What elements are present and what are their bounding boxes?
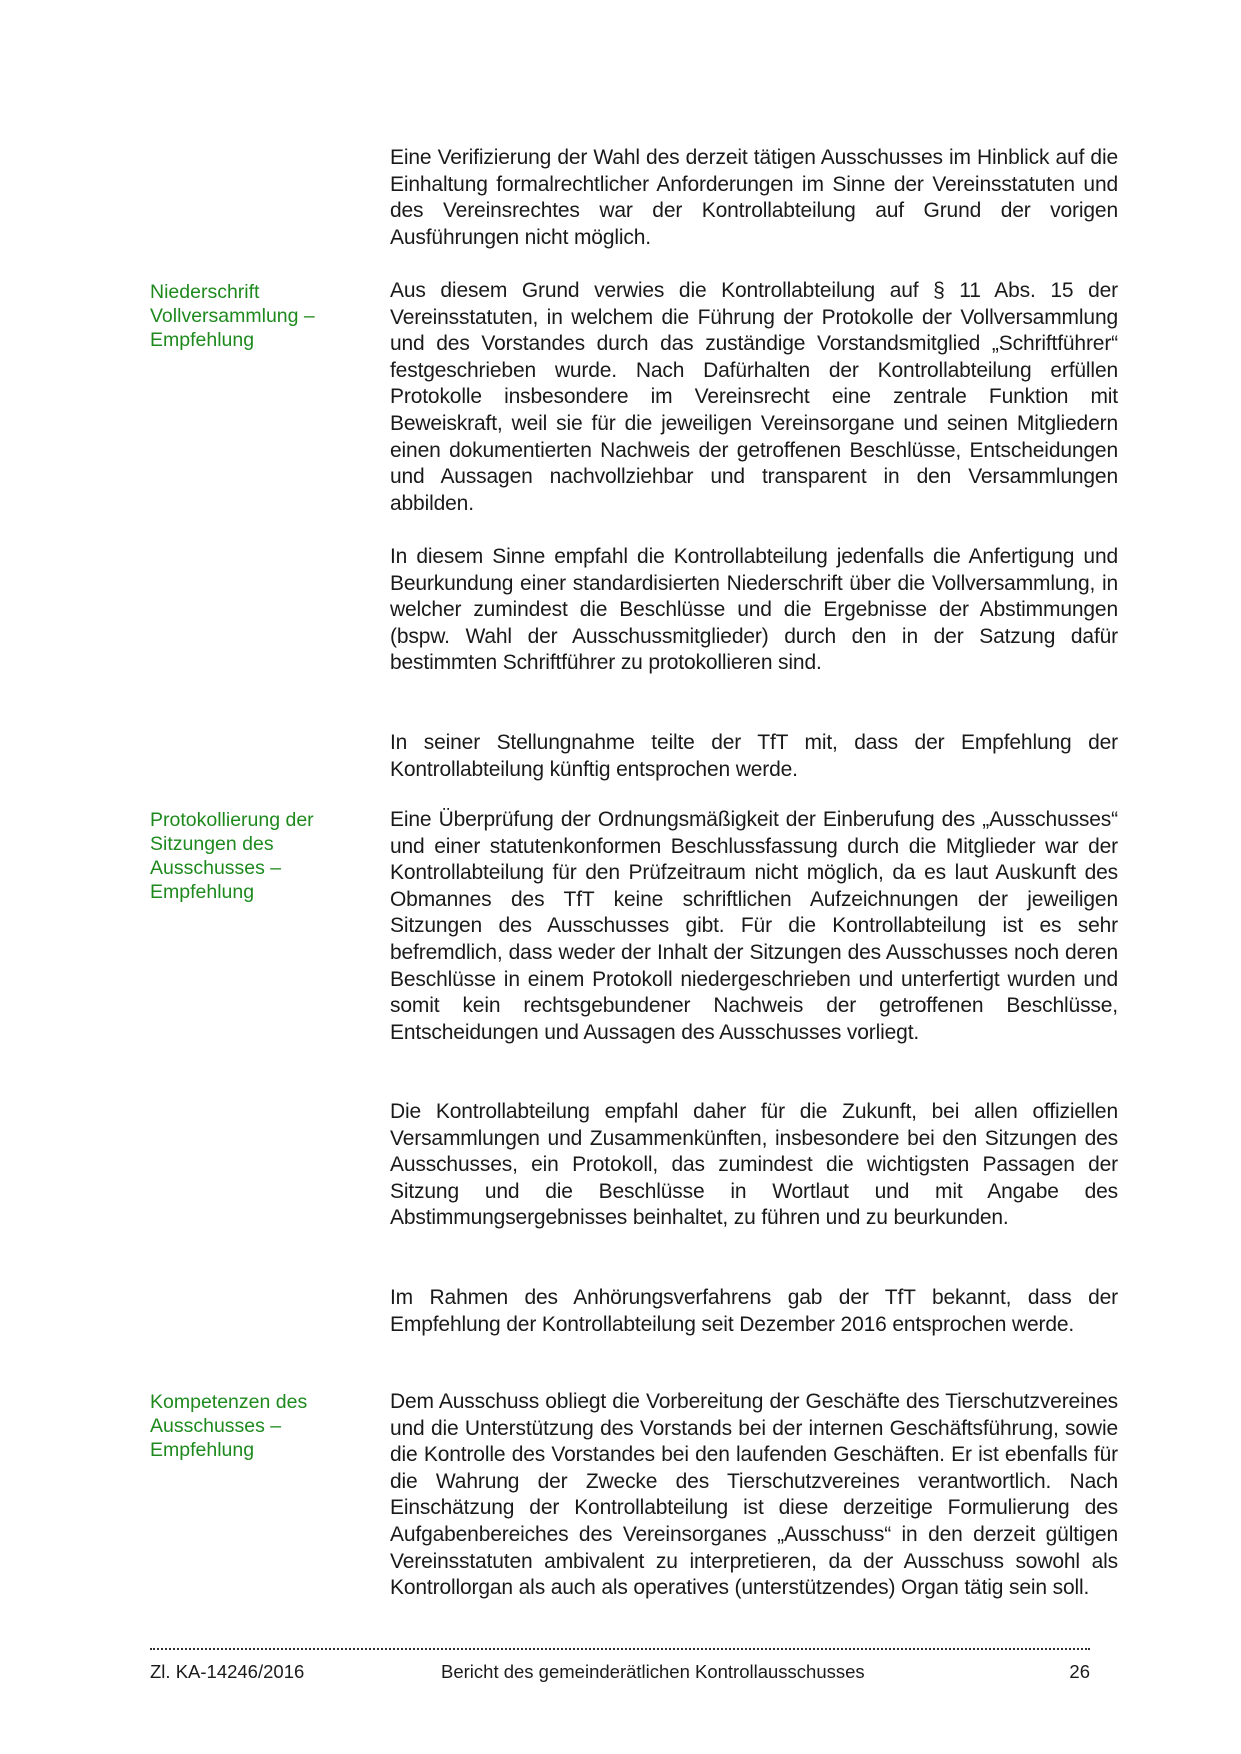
paragraph-verifizierung: Eine Verifizierung der Wahl des derzeit tätigen Ausschusses im Hinblick auf die Einhaltung formalrechtlicher Anforderungen im Sinne der Vereinsstatuten und des Vereinsrechtes war der Kontrollabteilung auf Grund der vorigen Ausführungen nicht möglich. [390, 146, 1118, 249]
margin-label-line: Vollversammlung – [150, 305, 315, 327]
paragraph-ausschuss-kompetenzen: Dem Ausschuss obliegt die Vorbereitung der Geschäfte des Tierschutzvereines und die Unterstützung des Vorstands bei der internen Geschäftsführung, sowie die Kontrolle des Vorstandes bei den laufenden Geschäften. Er ist ebenfalls für die Wahrung der Zwecke des Tierschutzvereines verantwortlich. Nach Einschätzung der Kontrollabteilung ist diese derzeitige Formulierung des Aufgabenbereiches des Vereinsorganes „Ausschuss“ in den derzeit gültigen Vereinsstatuten ambivalent zu interpretieren, da der Ausschuss sowohl als Kontrollorgan als auch als operatives (unterstützendes) Organ tätig sein soll. [390, 1390, 1118, 1600]
margin-label-line: Kompetenzen des [150, 1391, 308, 1413]
paragraph-stellungnahme: In seiner Stellungnahme teilte der TfT mit, dass der Empfehlung der Kontrollabteilung künftig entsprochen werde. [390, 731, 1118, 781]
paragraph-empfehlung-protokoll: Die Kontrollabteilung empfahl daher für die Zukunft, bei allen offiziellen Versammlungen und Zusammenkünften, insbesondere bei den Sitzungen des Ausschusses, ein Protokoll, das zumindest die wichtigsten Passagen der Sitzung und die Beschlüsse in Wortlaut und mit Angabe des Abstimmungsergebnisses beinhaltet, zu führen und zu beurkunden. [390, 1100, 1118, 1230]
margin-label-line: Ausschusses – [150, 857, 282, 879]
margin-label-line: Empfehlung [150, 329, 255, 351]
margin-label-line: Sitzungen des [150, 833, 274, 855]
margin-label-niederschrift [150, 280, 360, 352]
paragraph-empfehlung-niederschrift: In diesem Sinne empfahl die Kontrollabteilung jedenfalls die Anfertigung und Beurkundung einer standardisierten Niederschrift über die Vollversammlung, in welcher zumindest die Beschlüsse und die Ergebnisse der Abstimmungen (bspw. Wahl der Ausschussmitglieder) durch den in der Satzung dafür bestimmten Schriftführer zu protokollieren sind. [390, 545, 1118, 675]
footer-reference: Zl. KA-14246/2016 [150, 1661, 305, 1682]
margin-label-kompetenzen [150, 1390, 360, 1462]
margin-label-line: Protokollierung der [150, 809, 314, 831]
paragraph-anhoerungsverfahren: Im Rahmen des Anhörungsverfahrens gab der TfT bekannt, dass der Empfehlung der Kontrollabteilung seit Dezember 2016 entsprochen werde. [390, 1286, 1118, 1336]
paragraph-verweis-statuten: Aus diesem Grund verwies die Kontrollabteilung auf § 11 Abs. 15 der Vereinsstatuten, in welchem die Führung der Protokolle der Vollversammlung und des Vorstandes durch das zuständige Vorstandsmitglied „Schriftführer“ festgeschrieben wurde. Nach Dafürhalten der Kontrollabteilung erfüllen Protokolle insbesondere im Vereinsrecht eine zentrale Funktion mit Beweiskraft, weil sie für die jeweiligen Vereinsorgane und seinen Mitgliedern einen dokumentierten Nachweis der getroffenen Beschlüsse, Entscheidungen und Aussagen nachvollziehbar und transparent in den Versammlungen abbilden. [390, 279, 1118, 515]
page-number: 26 [1069, 1661, 1090, 1682]
footer-dotted-rule [150, 1648, 1090, 1650]
margin-label-line: Empfehlung [150, 881, 255, 903]
margin-label-line: Empfehlung [150, 1439, 255, 1461]
margin-label-line: Niederschrift [150, 281, 260, 303]
paragraph-ueberpruefung: Eine Überprüfung der Ordnungsmäßigkeit der Einberufung des „Ausschusses“ und einer statutenkonformen Beschlussfassung durch die Mitglieder war der Kontrollabteilung für den Prüfzeitraum nicht möglich, da es laut Auskunft des Obmannes des TfT keine schriftlichen Aufzeichnungen der jeweiligen Sitzungen des Ausschusses gibt. Für die Kontrollabteilung ist es sehr befremdlich, dass weder der Inhalt der Sitzungen des Ausschusses noch deren Beschlüsse in einem Protokoll niedergeschrieben und unterfertigt wurden und somit kein rechtsgebundener Nachweis der getroffenen Beschlüsse, Entscheidungen und Aussagen des Ausschusses vorliegt. [390, 808, 1118, 1044]
margin-label-line: Ausschusses – [150, 1415, 282, 1437]
footer-title: Bericht des gemeinderätlichen Kontrollausschusses [441, 1661, 865, 1682]
margin-label-protokollierung [150, 808, 360, 904]
